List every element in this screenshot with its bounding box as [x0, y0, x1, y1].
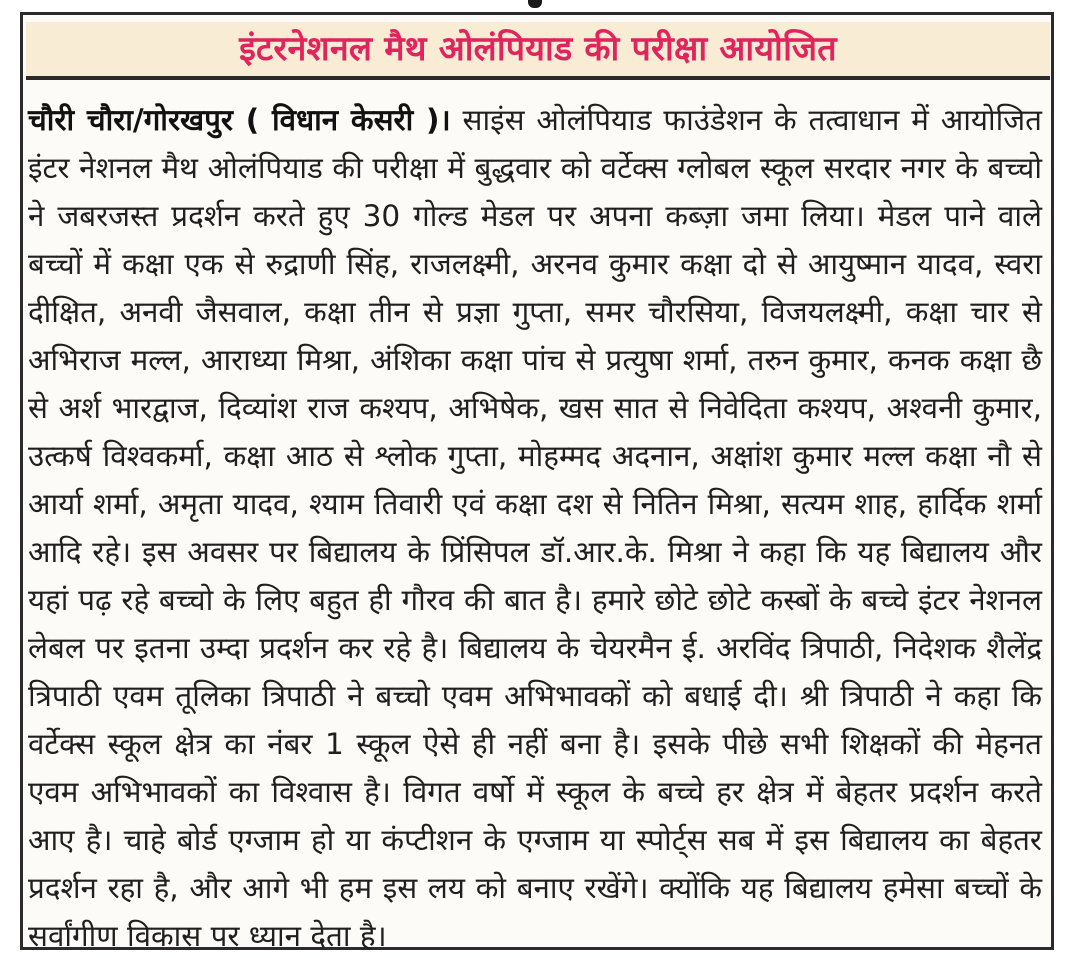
- headline-banner: [26, 22, 1050, 80]
- article-dateline: चौरी चौरा/गोरखपुर ( विधान केसरी )।: [28, 103, 451, 137]
- article-text: साइंस ओलंपियाड फाउंडेशन के तत्वाधान में आयोजित इंटर नेशनल मैथ ओलंपियाड की परीक्षा में बुद्धवार को वर्टेक्स ग्लोबल स्कूल सरदार नगर के बच्चो ने जबरजस्त प्रदर्शन करते हुए 30 गोल्ड मेडल पर अपना कब्ज़ा जमा लिया। मेडल पाने वाले बच्चों में कक्षा एक से रुद्राणी सिंह, राजलक्ष्मी, अरनव कुमार कक्षा दो से आयुष्मान यादव, स्वरा दीक्षित, अनवी जैसवाल, कक्षा तीन से प्रज्ञा गुप्ता, समर चौरसिया, विजयलक्ष्मी, कक्षा चार से अभिराज मल्ल, आराध्या मिश्रा, अंशिका कक्षा पांच से प्रत्युषा शर्मा, तरुन कुमार, कनक कक्षा छै से अर्श भारद्वाज, दिव्यांश राज कश्यप, अभिषेक, खस सात से निवेदिता कश्यप, अश्वनी कुमार, उत्कर्ष विश्वकर्मा, कक्षा आठ से श्लोक गुप्ता, मोहम्मद अदनान, अक्षांश कुमार मल्ल कक्षा नौ से आर्या शर्मा, अमृता यादव, श्याम तिवारी एवं कक्षा दश से नितिन मिश्रा, सत्यम शाह, हार्दिक शर्मा आदि रहे। इस अवसर पर बिद्यालय के प्रिंसिपल डॉ.आर.के. मिश्रा ने कहा कि यह बिद्यालय और यहां पढ़ रहे बच्चो के लिए बहुत ही गौरव की बात है। हमारे छोटे छोटे कस्बों के बच्चे इंटर नेशनल लेबल पर इतना उम्दा प्रदर्शन कर रहे है। बिद्यालय के चेयरमैन ई. अरविंद त्रिपाठी, निदेशक शैलेंद्र त्रिपाठी एवम तूलिका त्रिपाठी ने बच्चो एवम अभिभावकों को बधाई दी। श्री त्रिपाठी ने कहा कि वर्टेक्स स्कूल क्षेत्र का नंबर 1 स्कूल ऐसे ही नहीं बना है। इसके पीछे सभी शिक्षकों की मेहनत एवम अभिभावकों का विश्वास है। विगत वर्षो में स्कूल के बच्चे हर क्षेत्र में बेहतर प्रदर्शन करते आए है। चाहे बोर्ड एग्जाम हो या कंप्टीशन के एग्जाम या स्पोर्ट्स सब में इस बिद्यालय का बेहतर प्रदर्शन रहा है, और आगे भी हम इस लय को बनाए रखेंगे। क्योंकि यह बिद्यालय हमेसा बच्चों के सर्वांगीण विकास पर ध्यान देता है।: [28, 103, 1042, 953]
- article-body: [28, 96, 1042, 958]
- article-headline: इंटरनेशनल मैथ ओलंपियाड की परीक्षा आयोजित: [239, 29, 837, 69]
- clip-mark: [528, 0, 542, 8]
